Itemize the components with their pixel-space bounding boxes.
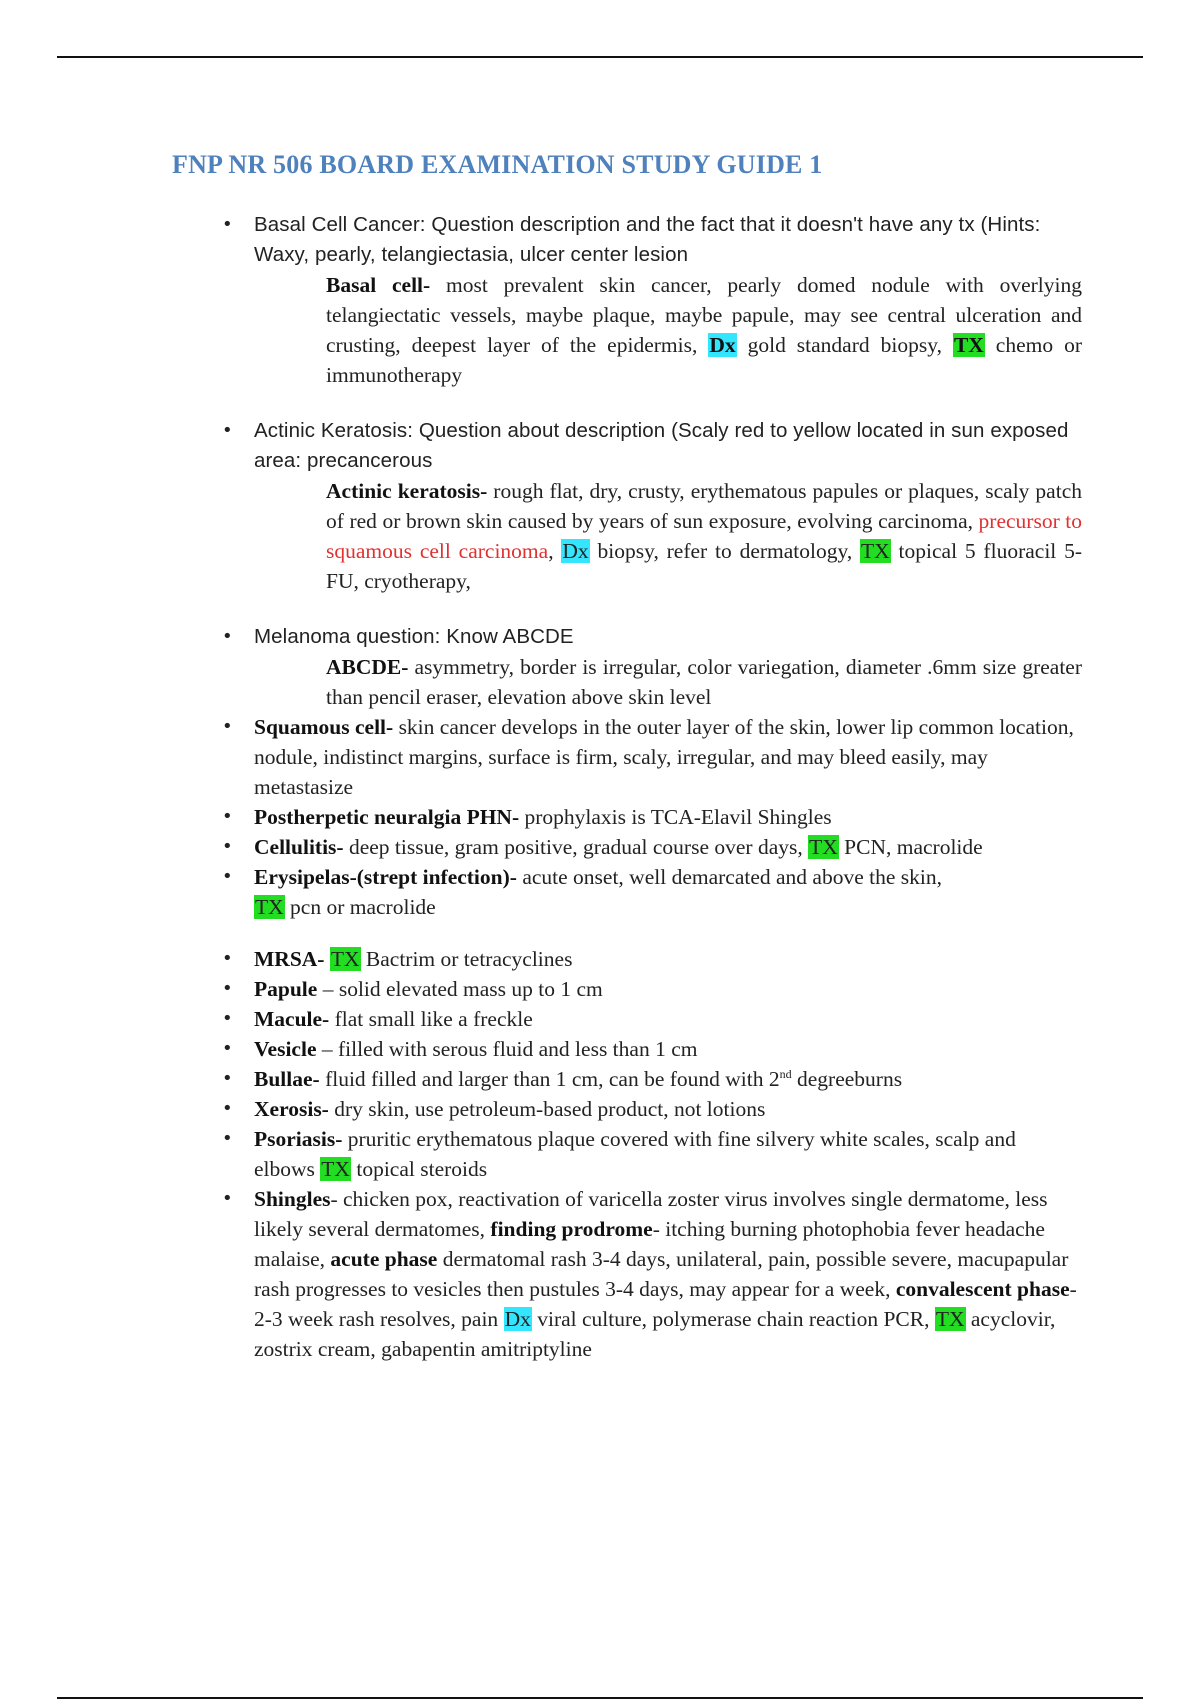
- melanoma-term: ABCDE-: [326, 655, 409, 679]
- page-title: FNP NR 506 BOARD EXAMINATION STUDY GUIDE 1: [172, 150, 823, 179]
- psoriasis-term: Psoriasis-: [254, 1127, 343, 1151]
- mrsa-term: MRSA-: [254, 947, 325, 971]
- list-item-vesicle: [222, 1034, 1082, 1064]
- mrsa-tx-text: Bactrim or tetracyclines: [360, 947, 573, 971]
- study-guide-content: [222, 210, 1082, 1364]
- squamous-term: Squamous cell-: [254, 715, 394, 739]
- dx-highlight: Dx: [709, 333, 736, 357]
- list-item-cellulitis: [222, 832, 1082, 862]
- topic-list: [222, 210, 1082, 1364]
- dx-highlight: Dx: [504, 1307, 531, 1331]
- tx-highlight: TX: [935, 1307, 965, 1331]
- basal-question: • Basal Cell Cancer: Question description and the fact that it doesn't have any tx (Hints: Waxy, pearly, telangiectasia, ulcer center lesion: [254, 213, 1041, 266]
- list-item-shingles: [222, 1184, 1082, 1364]
- actinic-question: • Actinic Keratosis: Question about description (Scaly red to yellow located in sun exposed area: precancerous: [254, 419, 1069, 472]
- bullae-term: Bullae-: [254, 1067, 320, 1091]
- actinic-comma: ,: [548, 539, 562, 563]
- actinic-term: Actinic keratosis-: [326, 479, 488, 503]
- basal-dx-text: gold standard biopsy,: [736, 333, 953, 357]
- actinic-dx-text: biopsy, refer to dermatology,: [589, 539, 861, 563]
- xerosis-term: Xerosis-: [254, 1097, 329, 1121]
- phn-desc: prophylaxis is TCA-Elavil Shingles: [519, 805, 832, 829]
- cellulitis-term: Cellulitis-: [254, 835, 344, 859]
- erysipelas-tx-text: pcn or macrolide: [284, 895, 436, 919]
- cellulitis-desc: deep tissue, gram positive, gradual course over days,: [343, 835, 809, 859]
- shingles-dx-text: viral culture, polymerase chain reaction PCR,: [531, 1307, 935, 1331]
- shingles-term: Shingles: [254, 1187, 331, 1211]
- list-item-basal-cell: [222, 210, 1082, 390]
- tx-highlight: TX: [330, 947, 360, 971]
- top-rule: [57, 56, 1143, 58]
- tx-highlight: TX: [953, 333, 984, 357]
- list-item-mrsa: [222, 944, 1082, 974]
- list-item-bullae: [222, 1064, 1082, 1094]
- melanoma-desc: asymmetry, border is irregular, color variegation, diameter .6mm size greater than pencil eraser, elevation above skin level: [326, 655, 1082, 709]
- list-item-squamous: [222, 712, 1082, 802]
- melanoma-answer: [254, 652, 1082, 712]
- psoriasis-tx-text: topical steroids: [350, 1157, 488, 1181]
- xerosis-desc: dry skin, use petroleum-based product, not lotions: [328, 1097, 766, 1121]
- basal-term: Basal cell-: [326, 273, 431, 297]
- squamous-desc: skin cancer develops in the outer layer of the skin, lower lip common location, nodule, indistinct margins, surface is firm, scaly, irregular, and may bleed easily, may metastasize: [254, 715, 1074, 799]
- erysipelas-term: Erysipelas-(strept infection)-: [254, 865, 517, 889]
- list-item-phn: [222, 802, 1082, 832]
- shingles-desc2: - itching burning photophobia fever headache malaise,: [254, 1217, 1045, 1271]
- tx-highlight: TX: [809, 835, 838, 859]
- tx-highlight: TX: [321, 1157, 350, 1181]
- phn-term: Postherpetic neuralgia PHN-: [254, 805, 520, 829]
- erysipelas-desc: acute onset, well demarcated and above the skin,: [516, 865, 942, 889]
- basal-answer: [254, 270, 1082, 390]
- papule-term: Papule: [254, 977, 318, 1001]
- bottom-rule: [57, 1697, 1143, 1699]
- list-item-erysipelas: [222, 862, 1082, 922]
- list-item-xerosis: [222, 1094, 1082, 1124]
- list-item-papule: [222, 974, 1082, 1004]
- melanoma-question: • Melanoma question: Know ABCDE: [254, 625, 574, 648]
- list-item-melanoma: [222, 622, 1082, 712]
- shingles-term2: finding prodrome: [490, 1217, 653, 1241]
- actinic-tx-text: topical 5 fluoracil 5-FU, cryotherapy,: [326, 539, 1082, 593]
- dx-highlight: Dx: [562, 539, 589, 563]
- vesicle-desc: – filled with serous fluid and less than 1 cm: [316, 1037, 698, 1061]
- shingles-desc3: dermatomal rash 3-4 days, unilateral, pain, possible severe, macupapular rash progresses to vesicles then pustules 3-4 days, may appear for a week,: [254, 1247, 1069, 1301]
- basal-tx-text: chemo or immunotherapy: [326, 333, 1082, 387]
- bullae-sup: nd: [779, 1066, 792, 1081]
- shingles-desc1: - chicken pox, reactivation of varicella zoster virus involves single dermatome, less likely several dermatomes,: [254, 1187, 1048, 1241]
- shingles-desc4: - 2-3 week rash resolves, pain: [254, 1277, 1077, 1331]
- shingles-term3: acute phase: [330, 1247, 438, 1271]
- psoriasis-desc: pruritic erythematous plaque covered with fine silvery white scales, scalp and elbows: [254, 1127, 1016, 1181]
- list-item-psoriasis: [222, 1124, 1082, 1184]
- list-item-macule: [222, 1004, 1082, 1034]
- macule-desc: flat small like a freckle: [329, 1007, 533, 1031]
- vesicle-term: Vesicle: [254, 1037, 317, 1061]
- actinic-red-text: precursor to squamous cell carcinoma: [326, 509, 1083, 563]
- bullae-desc-end: degreeburns: [791, 1067, 903, 1091]
- actinic-desc: rough flat, dry, crusty, erythematous papules or plaques, scaly patch of red or brown skin caused by years of sun exposure, evolving carcinoma,: [326, 479, 1082, 533]
- shingles-term4: convalescent phase: [895, 1277, 1070, 1301]
- shingles-tx-text: acyclovir, zostrix cream, gabapentin amitriptyline: [254, 1307, 1056, 1361]
- tx-highlight: TX: [861, 539, 890, 563]
- basal-desc: most prevalent skin cancer, pearly domed nodule with overlying telangiectatic vessels, maybe plaque, maybe papule, may see central ulceration and crusting, deepest layer of the epidermis,: [326, 273, 1083, 357]
- tx-highlight: TX: [255, 895, 284, 919]
- macule-term: Macule-: [254, 1007, 330, 1031]
- cellulitis-tx-text: PCN, macrolide: [838, 835, 983, 859]
- actinic-answer: [254, 476, 1082, 596]
- bullae-desc: fluid filled and larger than 1 cm, can be found with 2: [319, 1067, 780, 1091]
- papule-desc: – solid elevated mass up to 1 cm: [317, 977, 603, 1001]
- list-item-actinic-keratosis: [222, 416, 1082, 596]
